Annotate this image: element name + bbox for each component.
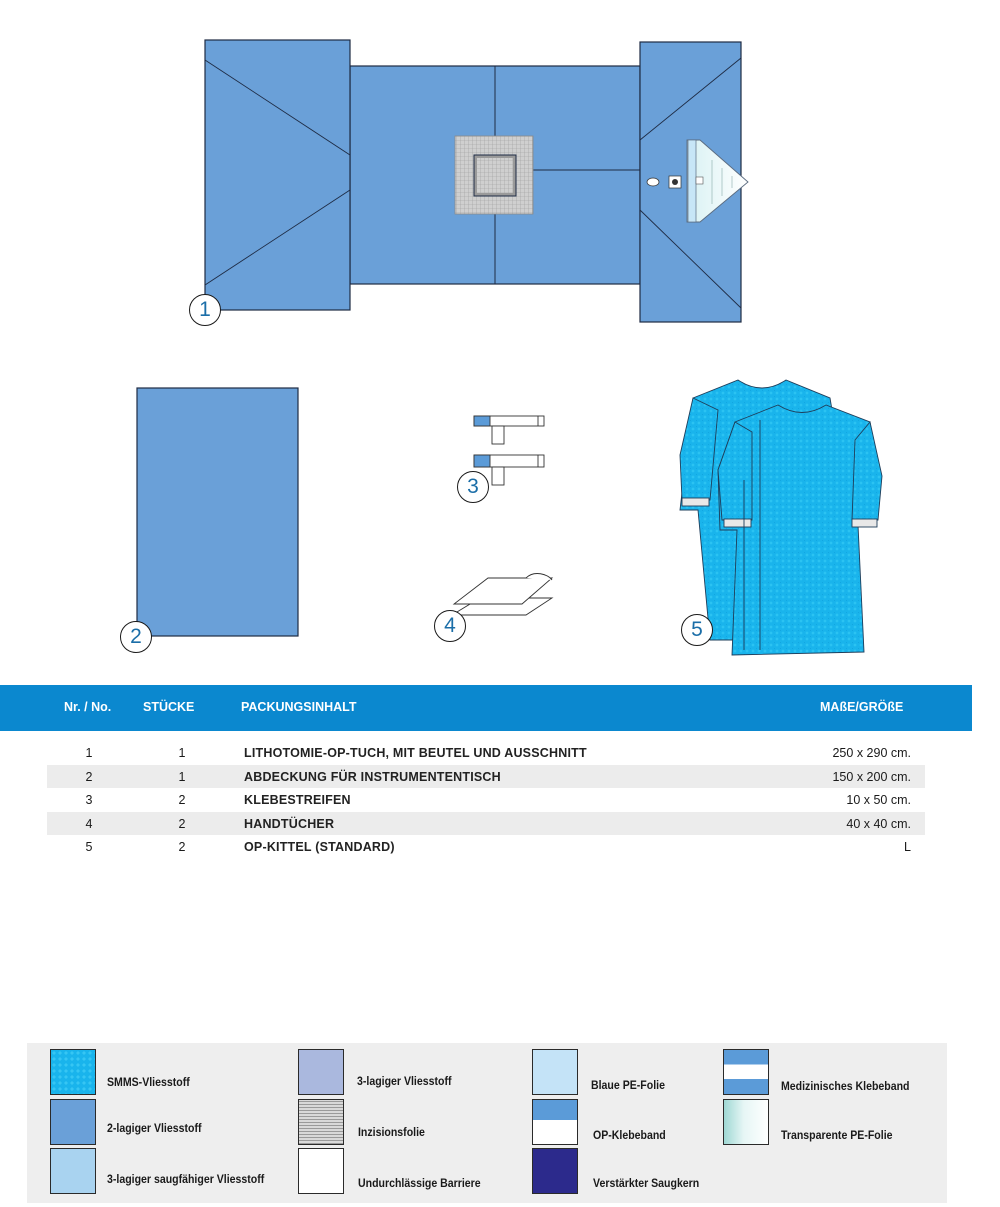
legend-label-two-layer: 2-lagiger Vliesstoff — [107, 1121, 202, 1135]
cell-nr: 3 — [85, 793, 93, 807]
item-badge-4: 4 — [434, 610, 466, 642]
cell-nr: 5 — [85, 840, 93, 854]
cell-stuecke: 2 — [178, 816, 186, 831]
material-legend — [27, 1043, 947, 1203]
incision-film-swatch — [298, 1099, 344, 1145]
cell-groesse: L — [904, 840, 911, 854]
item-badge-3: 3 — [457, 471, 489, 503]
cell-nr: 4 — [85, 816, 93, 831]
cell-groesse: 10 x 50 cm. — [846, 793, 911, 807]
header-inhalt: PACKUNGSINHALT — [241, 700, 357, 714]
legend-label-transparent-pe-film: Transparente PE-Folie — [781, 1128, 893, 1142]
hand-towel-drawing — [452, 574, 552, 615]
three-layer-absorbent-swatch — [50, 1148, 96, 1194]
header-nr: Nr. / No. — [64, 700, 112, 714]
legend-label-blue-pe-film: Blaue PE-Folie — [591, 1078, 665, 1092]
medical-tape-swatch — [723, 1049, 769, 1095]
item-badge-5: 5 — [681, 614, 713, 646]
legend-label-three-layer: 3-lagiger Vliesstoff — [357, 1074, 452, 1088]
surgical-gown-drawing — [680, 380, 882, 655]
cell-nr: 2 — [85, 769, 93, 784]
legend-label-incision-film: Inzisionsfolie — [358, 1125, 425, 1139]
cell-inhalt: HANDTÜCHER — [244, 816, 335, 831]
op-adhesive-tape-swatch — [532, 1099, 578, 1145]
legend-label-reinforced-core: Verstärkter Saugkern — [593, 1176, 700, 1190]
reinforced-core-swatch — [532, 1148, 578, 1194]
cell-inhalt: KLEBESTREIFEN — [244, 793, 351, 807]
contents-table-header — [0, 685, 972, 731]
table-row — [47, 741, 925, 765]
blue-pe-film-swatch — [532, 1049, 578, 1095]
table-row — [47, 788, 925, 812]
contents-table-body — [47, 741, 925, 859]
header-groesse: MAßE/GRÖßE — [820, 700, 904, 714]
table-row — [47, 765, 925, 789]
header-stuecke: STÜCKE — [143, 700, 195, 714]
three-layer-fabric-swatch — [298, 1049, 344, 1095]
cell-nr: 1 — [85, 746, 93, 760]
legend-label-op-adhesive-tape: OP-Klebeband — [593, 1128, 666, 1142]
cell-stuecke: 2 — [178, 793, 186, 807]
cell-inhalt: ABDECKUNG FÜR INSTRUMENTENTISCH — [244, 769, 501, 784]
transparent-pe-film-swatch — [723, 1099, 769, 1145]
table-row — [47, 812, 925, 836]
legend-label-three-layer-absorbent: 3-lagiger saugfähiger Vliesstoff — [107, 1172, 265, 1186]
table-row — [47, 835, 925, 859]
item-badge-2: 2 — [120, 621, 152, 653]
cell-stuecke: 2 — [178, 840, 186, 854]
two-layer-fabric-swatch — [50, 1099, 96, 1145]
cell-inhalt: LITHOTOMIE-OP-TUCH, MIT BEUTEL UND AUSSCHNITT — [244, 746, 587, 760]
smms-fabric-swatch — [50, 1049, 96, 1095]
cell-groesse: 40 x 40 cm. — [846, 816, 911, 831]
legend-label-impermeable-barrier: Undurchlässige Barriere — [358, 1176, 481, 1190]
cell-stuecke: 1 — [178, 769, 186, 784]
cell-inhalt: OP-KITTEL (STANDARD) — [244, 840, 395, 854]
lithotomy-drape-drawing — [205, 40, 748, 322]
impermeable-barrier-swatch — [298, 1148, 344, 1194]
item-badge-1: 1 — [189, 294, 221, 326]
adhesive-tape-drawing — [474, 416, 544, 485]
cell-groesse: 150 x 200 cm. — [832, 769, 911, 784]
table-cover-drawing — [137, 388, 298, 636]
cell-groesse: 250 x 290 cm. — [832, 746, 911, 760]
legend-label-medical-tape: Medizinisches Klebeband — [781, 1079, 910, 1093]
cell-stuecke: 1 — [178, 746, 186, 760]
legend-label-smms: SMMS-Vliesstoff — [107, 1075, 190, 1089]
